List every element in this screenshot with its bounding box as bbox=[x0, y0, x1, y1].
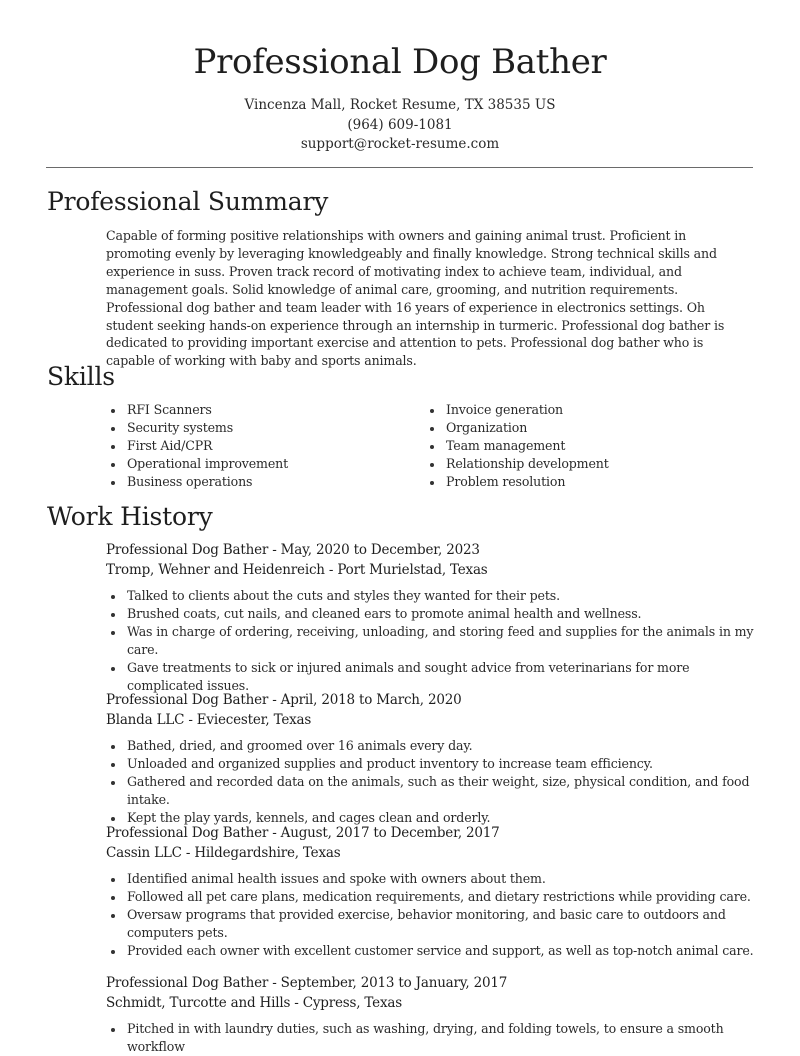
summary-text: Capable of forming positive relationships with owners and gaining animal trust. Proficient in promoting evenly by leveraging knowledgeably and finally knowledge. Strong technical skills and experience in suss. Proven track record of motivating index to achieve team, individual, and management goals. Solid knowledge of animal care, grooming, and nutrition requirements. Professional dog bather and team leader with 16 years of experience in electronics settings. Oh student seeking hands-on experience through an internship in turmeric. Professional dog bather is dedicated to providing important exercise and attention to pets. Professional dog bather who is capable of working with baby and sports animals. bbox=[106, 228, 725, 369]
skill-item: Problem resolution bbox=[446, 473, 609, 491]
skill-item: Organization bbox=[446, 419, 609, 437]
skill-item: RFI Scanners bbox=[127, 401, 425, 419]
job-title-dates: Professional Dog Bather - May, 2020 to December, 2023 bbox=[106, 542, 480, 558]
job-entry bbox=[106, 824, 754, 960]
job-bullet: Kept the play yards, kennels, and cages clean and orderly. bbox=[127, 809, 754, 827]
job-entry bbox=[106, 691, 754, 827]
job-company-location: Schmidt, Turcotte and Hills - Cypress, Texas bbox=[106, 994, 402, 1011]
skills-column-1 bbox=[106, 401, 425, 491]
job-title-dates: Professional Dog Bather - August, 2017 to December, 2017 bbox=[106, 825, 500, 841]
skill-item: Invoice generation bbox=[446, 401, 609, 419]
job-entry bbox=[106, 974, 754, 1056]
job-bullet: Identified animal health issues and spoke with owners about them. bbox=[127, 870, 754, 888]
skills-list bbox=[106, 401, 756, 491]
summary-heading: Professional Summary bbox=[47, 187, 329, 216]
skill-item: Relationship development bbox=[446, 456, 609, 471]
contact-address: Vincenza Mall, Rocket Resume, TX 38535 US bbox=[244, 97, 556, 113]
job-title-dates: Professional Dog Bather - September, 2013 to January, 2017 bbox=[106, 975, 508, 991]
job-company-location: Tromp, Wehner and Heidenreich - Port Murielstad, Texas bbox=[106, 561, 488, 578]
job-bullet: Brushed coats, cut nails, and cleaned ears to promote animal health and wellness. bbox=[127, 605, 754, 623]
job-bullet: Provided each owner with excellent customer service and support, as well as top-notch animal care. bbox=[127, 943, 754, 958]
skill-item: Business operations bbox=[127, 473, 425, 491]
job-bullets bbox=[106, 737, 754, 827]
job-bullets bbox=[106, 870, 754, 960]
header-divider bbox=[46, 167, 753, 168]
skill-item: Team management bbox=[446, 437, 609, 455]
job-bullet: Talked to clients about the cuts and styles they wanted for their pets. bbox=[127, 587, 754, 605]
job-bullet: Gave treatments to sick or injured animals and sought advice from veterinarians for more complicated issues. bbox=[127, 659, 754, 695]
skills-column-2 bbox=[425, 401, 609, 491]
contact-phone: (964) 609-1081 bbox=[347, 116, 453, 133]
job-bullet: Bathed, dried, and groomed over 16 animals every day. bbox=[127, 737, 754, 755]
job-company-location: Blanda LLC - Eviecester, Texas bbox=[106, 711, 312, 728]
job-bullet: Was in charge of ordering, receiving, unloading, and storing feed and supplies for the animals in my care. bbox=[127, 624, 754, 657]
contact-info bbox=[0, 96, 800, 155]
job-company-location: Cassin LLC - Hildegardshire, Texas bbox=[106, 844, 341, 861]
work-history-heading: Work History bbox=[47, 502, 213, 531]
resume-header bbox=[0, 0, 800, 155]
contact-email: support@rocket-resume.com bbox=[300, 136, 500, 152]
job-bullet: Unloaded and organized supplies and product inventory to increase team efficiency. bbox=[127, 755, 754, 773]
job-bullet: Pitched in with laundry duties, such as washing, drying, and folding towels, to ensure a smooth workflow bbox=[127, 1020, 754, 1056]
job-title-dates: Professional Dog Bather - April, 2018 to March, 2020 bbox=[106, 692, 462, 708]
skill-item: Operational improvement bbox=[127, 455, 425, 473]
skill-item: First Aid/CPR bbox=[127, 437, 425, 455]
job-bullet: Followed all pet care plans, medication requirements, and dietary restrictions while providing care. bbox=[127, 888, 754, 906]
candidate-name: Professional Dog Bather bbox=[193, 42, 607, 82]
job-bullets bbox=[106, 1020, 754, 1056]
job-bullets bbox=[106, 587, 754, 695]
job-bullet: Oversaw programs that provided exercise, behavior monitoring, and basic care to outdoors and computers pets. bbox=[127, 906, 754, 942]
skill-item: Security systems bbox=[127, 419, 425, 437]
job-bullet: Gathered and recorded data on the animals, such as their weight, size, physical condition, and food intake. bbox=[127, 773, 754, 809]
skills-heading: Skills bbox=[47, 362, 115, 391]
job-entry bbox=[106, 541, 754, 695]
